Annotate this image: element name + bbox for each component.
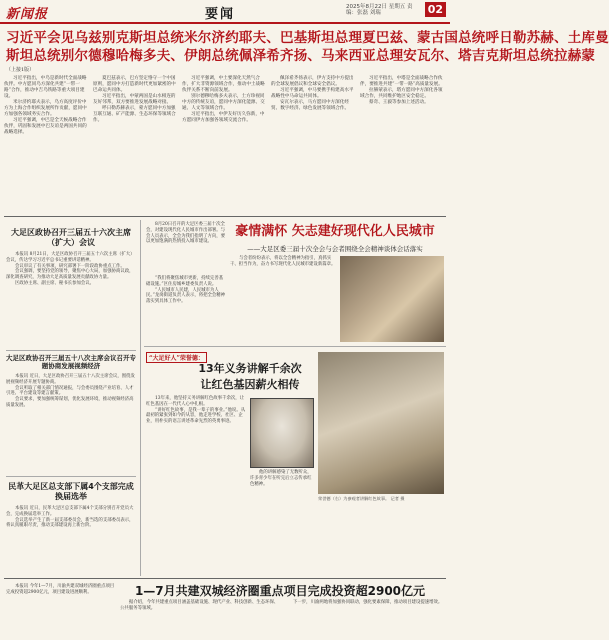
column-divider xyxy=(140,220,141,576)
lead-column-5 xyxy=(360,76,446,212)
paragraph: 会议听取了相关部门情况通报，与会委员围绕产业培育、人才引进、平台建设等建言献策。 xyxy=(6,385,134,397)
masthead: 新闻报 xyxy=(6,7,49,22)
feature-photo xyxy=(318,352,444,494)
center-lead-headline: 豪情满怀 矢志建好现代化人民城市 xyxy=(235,224,435,239)
feature-body-col2 xyxy=(250,470,312,570)
divider xyxy=(6,476,136,477)
bottom-body-mid xyxy=(120,600,280,636)
lead-credit: （上接1版） xyxy=(6,67,35,73)
paragraph: 与会者纷纷表示，将以全会精神为指引，真抓实干、担当作为，奋力书写现代化人民城市建设新篇章。 xyxy=(230,256,336,267)
center-lead-body-col2 xyxy=(230,256,336,344)
center-lead-intro xyxy=(146,222,226,274)
paragraph: 会议要求，要加强统筹谋划，优化发展环境，推动视频经济高质量发展。 xyxy=(6,397,134,408)
paragraph: “人民城市人民建，人民城市为人民。”龙岗街道负责人表示，将把全会精神落实到具体工作中。 xyxy=(146,287,226,305)
page-header xyxy=(0,0,450,24)
lead-paragraph: 习近平强调，中马要携手构建高水平战略性中马命运共同体。 xyxy=(271,88,354,99)
feature-body-col1 xyxy=(146,396,246,572)
divider xyxy=(4,216,446,217)
paragraph: 他的讲解感染了无数听众，许多青少年在听完后立志传承红色精神。 xyxy=(250,470,312,487)
lead-paragraph: 习近平指出，中蒙两国是山水相连的友好邻邦，双方要推进发展战略对接。 xyxy=(93,94,176,105)
lead-paragraph: 夏巴兹表示，巴方坚定恪守一个中国原则，愿同中方打造新时代更加紧密的中巴命运共同体。 xyxy=(93,76,176,93)
lead-paragraph: 佩泽希齐扬表示，伊方支持中方提出的全球发展倡议和全球安全倡议。 xyxy=(271,76,354,87)
bottom-body-left xyxy=(6,584,116,636)
lead-column-4 xyxy=(271,76,354,212)
paragraph: “我们将聚焦城市更新，持续完善基础设施。”区住房城乡建委负责人说。 xyxy=(146,276,224,287)
lead-paragraph: 米尔济约耶夫表示，乌方高度评价中方为上海合作组织发展所作贡献，愿同中方加强各领域务实合作。 xyxy=(4,100,87,117)
left-box2-body xyxy=(6,374,136,474)
divider xyxy=(6,350,136,351)
lead-column-1 xyxy=(4,76,87,212)
lead-paragraph: 习近平强调，中土要深化天然气合作，扩大非资源领域合作，推动中土战略伙伴关系不断向前发展。 xyxy=(182,76,265,93)
lead-paragraph: 蔡奇、王毅等参加上述活动。 xyxy=(369,100,429,105)
paragraph: 据介绍，今年共建重点项目涵盖基础设施、现代产业、科技创新、生态环保、公共服务等领域。 xyxy=(120,600,279,611)
lead-paragraph: 习近平指出，中伊友好历久弥新，中方愿同伊方加强各领域交流合作。 xyxy=(182,112,265,123)
feature-caption: 荣誉德（右）为参观者讲解红色故事。 记者 摄 xyxy=(318,496,405,501)
lead-paragraph: 习近平指出，中乌是新时代全面战略伙伴。中方愿同乌方深化共建“一带一路”合作，推动中吉乌铁路等重大项目建设。 xyxy=(4,76,87,99)
lead-paragraph: 呼日勒苏赫表示，蒙方愿同中方加强互联互通、矿产能源、生态环保等领域合作。 xyxy=(93,106,176,123)
portrait-photo xyxy=(250,398,314,468)
feature-headline: 13年义务讲解千余次 xyxy=(198,362,302,375)
divider xyxy=(4,578,446,579)
lead-paragraph: 习近平指出，中塔是全面战略合作伙伴，要推进共建“一带一路”高质量发展。 xyxy=(360,76,443,87)
lead-column-2 xyxy=(93,76,176,212)
feature-subheadline: 让红色基因薪火相传 xyxy=(200,378,300,391)
lead-body xyxy=(4,76,446,214)
paragraph: 本报讯 今年1—7月，川渝共建双城经济圈重点项目完成投资超2900亿元，项目建设进展顺利。 xyxy=(6,584,115,595)
lead-paragraph: 别尔德穆哈梅多夫表示，土方珍视同中方的传统友谊，愿同中方深化能源、交通、人文等领域合作。 xyxy=(182,94,265,111)
lead-paragraph: 习近平强调，中巴是全天候战略合作伙伴，巩固和发展中巴友谊是两国共同的战略选择。 xyxy=(4,118,87,135)
dateline: 2025年8月22日 星期五 责编：张磊 刘瑞 xyxy=(346,4,413,16)
left-box1-body xyxy=(6,252,136,348)
paragraph: 会议选举产生了新一届支部委员会，新当选的支部委员表示，将认真履职尽责，推动支部建设再上新台阶。 xyxy=(6,517,134,529)
left-box3-headline: 民革大足区总支部下属4个支部完成换届选举 xyxy=(8,482,134,501)
paragraph: 13年来，他坚持义务讲解红色故事千余次，让红色基因在一代代人心中扎根。 xyxy=(146,396,245,407)
paragraph: 8月20日召开的大足区委三届十次全会，对建设现代化人民城市作出部署。与会人员表示，全会为我们指明了方向，要以更加饱满的热情投入城市建设。 xyxy=(146,222,226,245)
paragraph: 会议强调，要坚持党的领导，聚焦中心大局，加强协商议政，深化调查研究，为推动大足高质量发展贡献政协力量。 xyxy=(6,269,134,281)
divider xyxy=(144,346,446,347)
left-box3-body xyxy=(6,506,136,574)
left-box2-headline: 大足区政协召开三届五十八次主席会议召开专题协商发展视频经济 xyxy=(6,354,136,370)
news-photo xyxy=(340,256,444,342)
bottom-body-right xyxy=(284,600,444,636)
lead-headline-line2: 斯坦总统别尔德穆哈梅多夫、伊朗总统佩泽希齐扬、马来西亚总理安瓦尔、塔吉克斯坦总统拉赫蒙 xyxy=(6,48,596,64)
paragraph: 本报讯 近日，大足区政协召开三届五十八次主席会议，围绕发展视频经济开展专题协商。 xyxy=(6,374,135,385)
paragraph: 本报讯 8月21日，大足区政协召开三届五十六次主席（扩大）会议，传达学习习近平总书记重要讲话精神。 xyxy=(6,252,135,263)
paragraph: 区政协主席、副主席、秘书长参加会议。 xyxy=(15,280,95,286)
bottom-headline: 1—7月共建双城经济圈重点项目完成投资超2900亿元 xyxy=(134,584,426,598)
center-lead-subheadline: ——大足区委三届十次全会与会者围绕全会精神谈体会话落实 xyxy=(247,245,423,253)
lead-column-3 xyxy=(182,76,265,212)
center-lead-body-col1 xyxy=(146,276,226,342)
page-number: 02 xyxy=(425,2,446,17)
paragraph: “讲好红色故事，是我一辈子的事业。”他说。从最初的紧张到如今的从容，他走进学校、社区、企业，用朴实的语言讲述革命先烈的英勇事迹。 xyxy=(146,407,246,425)
section-title: 要闻 xyxy=(205,7,236,22)
feature-tag: “大足好人”荣誉德： xyxy=(146,352,207,363)
lead-paragraph: 拉赫蒙表示，塔方愿同中方深化各领域合作，共同维护地区安全稳定。 xyxy=(360,88,443,99)
left-box1-headline: 大足区政协召开三届五十六次主席（扩大）会议 xyxy=(11,228,131,247)
paragraph: 会议审议了有关事项，研究部署下一阶段政协重点工作。 xyxy=(15,263,125,269)
paragraph: 本报讯 近日，民革大足区总支部下属4个支部分别召开党员大会，完成换届选举工作。 xyxy=(6,506,134,517)
paragraph: 下一步，川渝两地将加强协同联动，强化要素保障，推动项目建设提速增效。 xyxy=(293,600,443,605)
lead-paragraph: 安瓦尔表示，马方愿同中方深化经贸、数字经济、绿色发展等领域合作。 xyxy=(271,100,350,111)
lead-headline-line1: 习近平会见乌兹别克斯坦总统米尔济约耶夫、巴基斯坦总理夏巴兹、蒙古国总统呼日勒苏赫、土库曼 xyxy=(6,30,609,46)
